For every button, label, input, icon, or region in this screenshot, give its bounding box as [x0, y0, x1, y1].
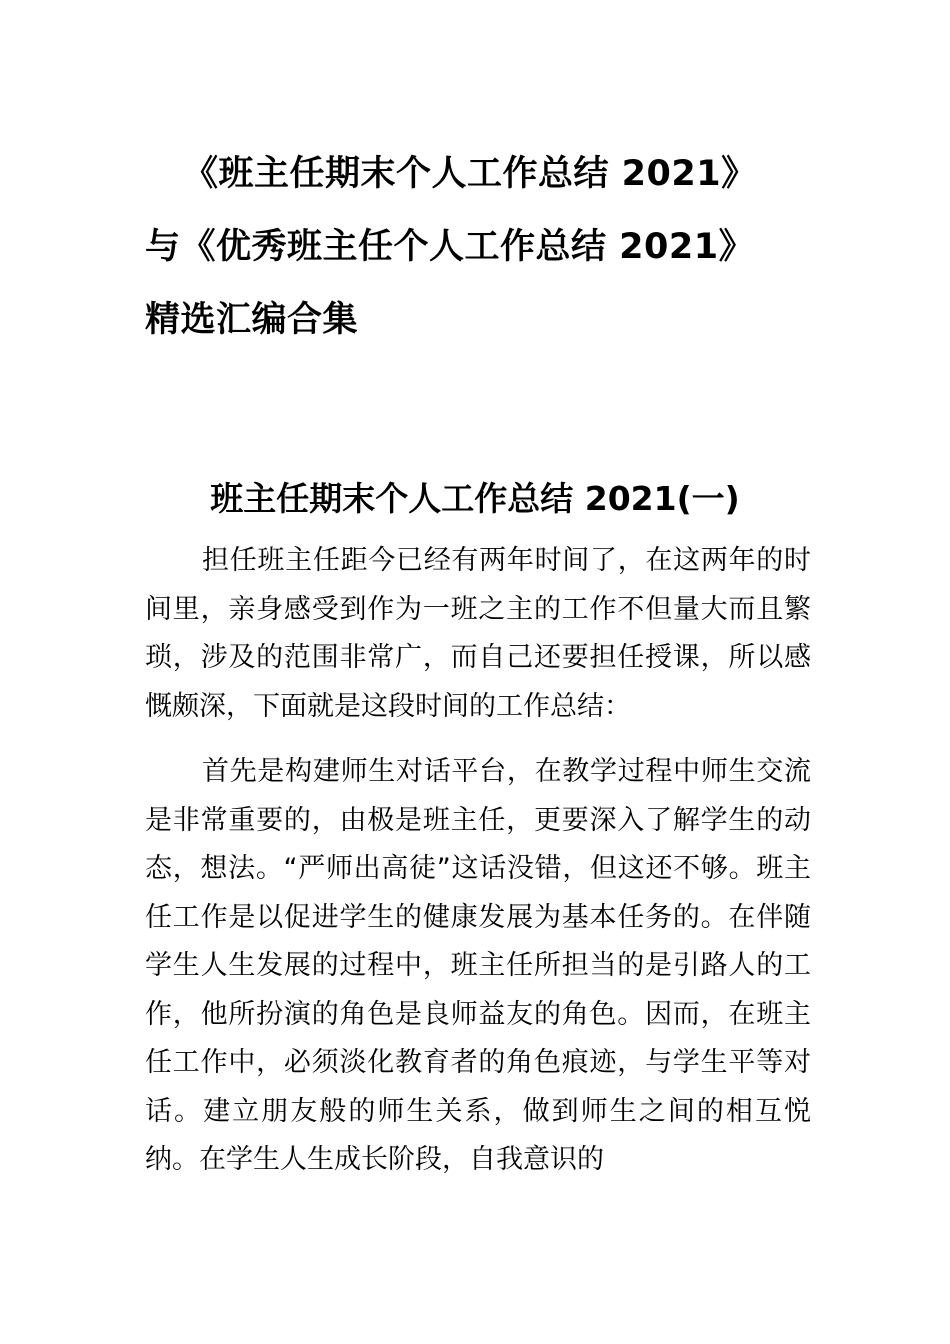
title-line-2: 与《优秀班主任个人工作总结 2021》: [145, 227, 755, 267]
body-paragraph-2: 首先是构建师生对话平台，在教学过程中师生交流是非常重要的，由极是班主任，更要深入了解学生的动态，想法。“严师出高徒”这话没错，但这还不够。班主任工作是以促进学生的健康发展为基本任务的。在伴随学生人生发展的过程中，班主任所担当的是引路人的工作，他所扮演的角色是良师益友的角色。因而，在班主任工作中，必须淡化教育者的角色痕迹，与学生平等对话。建立朋友般的师生关系，做到师生之间的相互悦纳。在学生人生成长阶段，自我意识的: [145, 756, 811, 1175]
body-paragraph-1: 担任班主任距今已经有两年时间了，在这两年的时间里，亲身感受到作为一班之主的工作不但量大而且繁琐，涉及的范围非常广，而自己还要担任授课，所以感慨颇深，下面就是这段时间的工作总结：: [145, 545, 811, 722]
title-line-3: 精选汇编合集: [145, 300, 359, 340]
document-title: [145, 138, 815, 357]
title-line-1: 《班主任期末个人工作总结 2021》: [183, 154, 757, 194]
section-heading: 班主任期末个人工作总结 2021(一): [210, 479, 740, 518]
